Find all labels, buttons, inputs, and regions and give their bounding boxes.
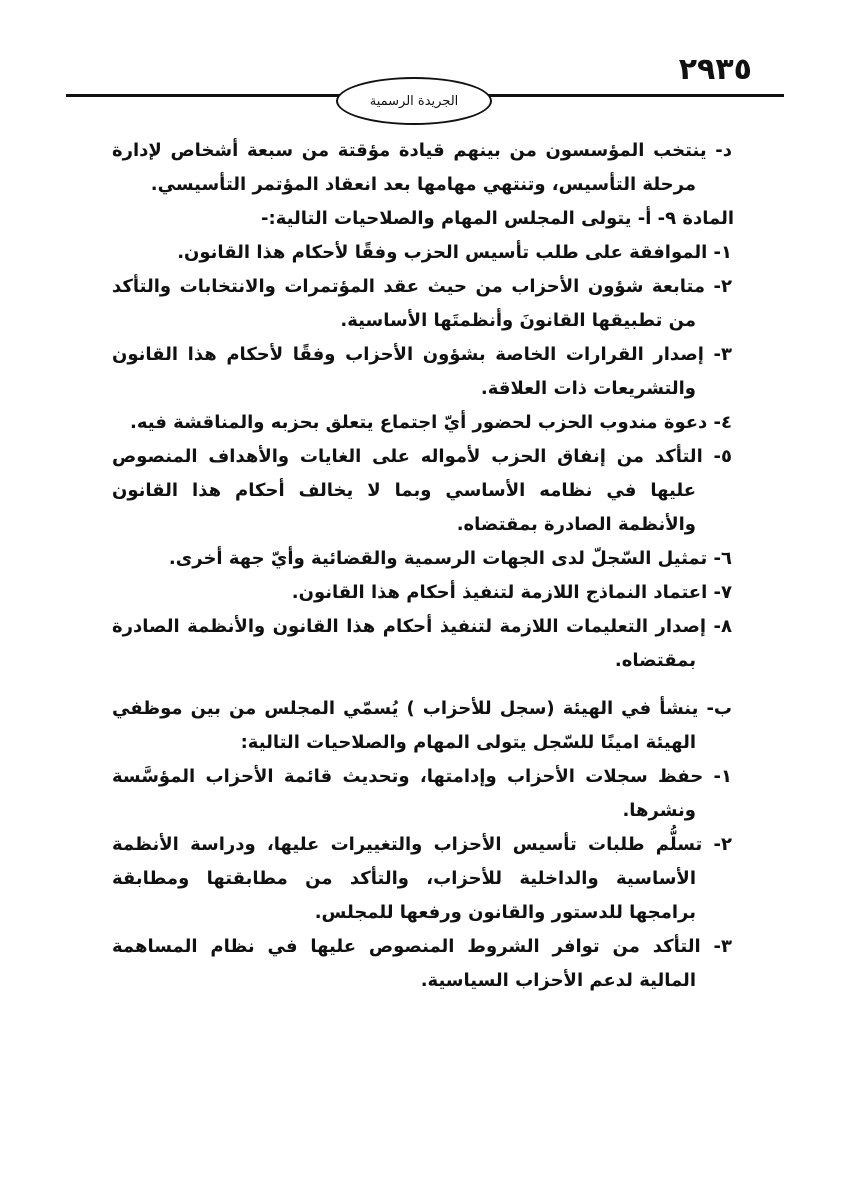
clause-b-item: ٣- التأكد من توافر الشروط المنصوص عليها في نظام المساهمة المالية لدعم الأحزاب السياسية.: [112, 936, 732, 991]
clause-b-intro: ب- ينشأ في الهيئة (سجل للأحزاب ) يُسمّي المجلس من بين موظفي الهيئة امينًا للسّجل يتولى المهام والصلاحيات التالية:: [112, 698, 732, 753]
page-number: ٢٩٣٥: [678, 52, 752, 87]
section-gap: [112, 678, 732, 692]
clause-b-item: ٢- تسلُّم طلبات تأسيس الأحزاب والتغييرات عليها، ودراسة الأنظمة الأساسية والداخلية للأحزاب، والتأكد من مطابقتها ومطابقة برامجها للدستور والقانون ورفعها للمجلس.: [112, 834, 732, 923]
clause-d: د- ينتخب المؤسسون من بينهم قيادة مؤقتة من سبعة أشخاص لإدارة مرحلة التأسيس، وتنتهي مهامها بعد انعقاد المؤتمر التأسيسي.: [112, 140, 732, 195]
clause-a-item: ١- الموافقة على طلب تأسيس الحزب وفقًا لأحكام هذا القانون.: [177, 242, 732, 263]
gazette-masthead: الجريدة الرسمية: [336, 77, 492, 125]
clause-a-item: ٤- دعوة مندوب الحزب لحضور أيّ اجتماع يتعلق بحزبه والمناقشة فيه.: [130, 412, 732, 433]
clause-b-item: ١- حفظ سجلات الأحزاب وإدامتها، وتحديث قائمة الأحزاب المؤسَّسة ونشرها.: [112, 766, 732, 821]
article-9-heading: المادة ٩- أ- يتولى المجلس المهام والصلاحيات التالية:-: [261, 208, 734, 229]
document-body: [112, 134, 732, 998]
clause-a-item: ٢- متابعة شؤون الأحزاب من حيث عقد المؤتمرات والانتخابات والتأكد من تطبيقها القانونَ وأنظمتَها الأساسية.: [112, 276, 732, 331]
clause-a-item: ٣- إصدار القرارات الخاصة بشؤون الأحزاب وفقًا لأحكام هذا القانون والتشريعات ذات العلاقة.: [112, 344, 732, 399]
clause-a-item: ٦- تمثيل السّجلّ لدى الجهات الرسمية والقضائية وأيّ جهة أخرى.: [168, 548, 732, 569]
clause-a-item: ٨- إصدار التعليمات اللازمة لتنفيذ أحكام هذا القانون والأنظمة الصادرة بمقتضاه.: [112, 616, 732, 671]
clause-a-item: ٧- اعتماد النماذج اللازمة لتنفيذ أحكام هذا القانون.: [291, 582, 732, 603]
clause-a-item: ٥- التأكد من إنفاق الحزب لأمواله على الغايات والأهداف المنصوص عليها في نظامه الأساسي وبما لا يخالف أحكام هذا القانون والأنظمة الصادرة بمقتضاه.: [112, 446, 732, 535]
